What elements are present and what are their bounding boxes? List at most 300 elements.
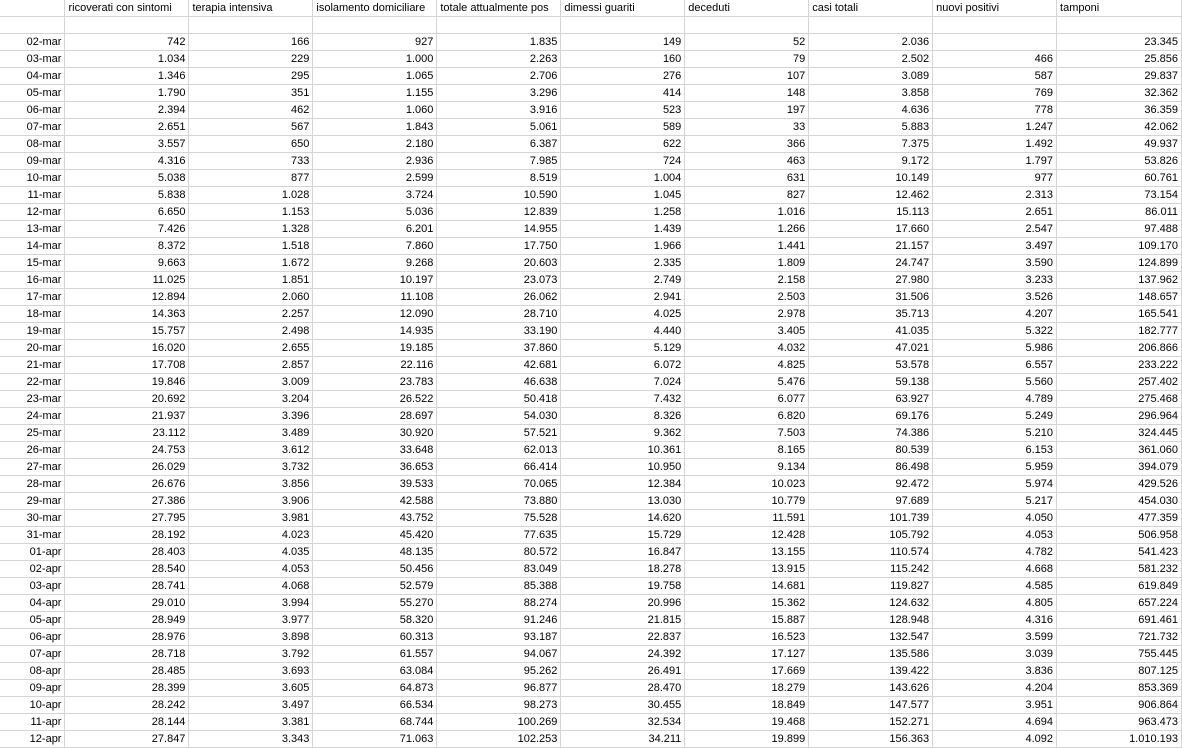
value-cell[interactable]: 361.060 [1057, 442, 1182, 459]
value-cell[interactable]: 9.268 [313, 255, 437, 272]
value-cell[interactable]: 650 [189, 136, 313, 153]
value-cell[interactable]: 721.732 [1057, 629, 1182, 646]
value-cell[interactable]: 21.157 [809, 238, 933, 255]
value-cell[interactable]: 20.996 [561, 595, 685, 612]
value-cell[interactable]: 742 [65, 34, 189, 51]
value-cell[interactable]: 4.204 [933, 680, 1057, 697]
value-cell[interactable]: 30.455 [561, 697, 685, 714]
value-cell[interactable]: 97.689 [809, 493, 933, 510]
value-cell[interactable]: 43.752 [313, 510, 437, 527]
value-cell[interactable]: 152.271 [809, 714, 933, 731]
value-cell[interactable]: 97.488 [1057, 221, 1182, 238]
value-cell[interactable]: 2.502 [809, 51, 933, 68]
value-cell[interactable]: 15.362 [685, 595, 809, 612]
value-cell[interactable]: 769 [933, 85, 1057, 102]
value-cell[interactable]: 2.313 [933, 187, 1057, 204]
value-cell[interactable]: 17.750 [437, 238, 561, 255]
value-cell[interactable]: 68.744 [313, 714, 437, 731]
value-cell[interactable]: 27.386 [65, 493, 189, 510]
value-cell[interactable]: 93.187 [437, 629, 561, 646]
value-cell[interactable]: 47.021 [809, 340, 933, 357]
value-cell[interactable]: 9.134 [685, 459, 809, 476]
value-cell[interactable]: 20.692 [65, 391, 189, 408]
value-cell[interactable]: 778 [933, 102, 1057, 119]
value-cell[interactable]: 4.636 [809, 102, 933, 119]
date-cell[interactable]: 06-apr [0, 629, 65, 646]
date-cell[interactable]: 29-mar [0, 493, 65, 510]
value-cell[interactable]: 3.497 [933, 238, 1057, 255]
value-cell[interactable]: 8.519 [437, 170, 561, 187]
value-cell[interactable]: 23.112 [65, 425, 189, 442]
value-cell[interactable]: 1.065 [313, 68, 437, 85]
value-cell[interactable]: 233.222 [1057, 357, 1182, 374]
value-cell[interactable]: 10.149 [809, 170, 933, 187]
value-cell[interactable]: 22.116 [313, 357, 437, 374]
header-cell[interactable]: ricoverati con sintomi [65, 0, 189, 17]
value-cell[interactable]: 466 [933, 51, 1057, 68]
value-cell[interactable]: 71.063 [313, 731, 437, 748]
value-cell[interactable]: 15.757 [65, 323, 189, 340]
value-cell[interactable]: 7.426 [65, 221, 189, 238]
value-cell[interactable]: 295 [189, 68, 313, 85]
value-cell[interactable]: 26.676 [65, 476, 189, 493]
value-cell[interactable]: 3.856 [189, 476, 313, 493]
date-cell[interactable]: 04-mar [0, 68, 65, 85]
value-cell[interactable]: 4.053 [933, 527, 1057, 544]
value-cell[interactable]: 1.797 [933, 153, 1057, 170]
value-cell[interactable]: 3.906 [189, 493, 313, 510]
value-cell[interactable]: 28.242 [65, 697, 189, 714]
value-cell[interactable]: 2.158 [685, 272, 809, 289]
date-cell[interactable]: 02-mar [0, 34, 65, 51]
value-cell[interactable]: 42.681 [437, 357, 561, 374]
value-cell[interactable]: 567 [189, 119, 313, 136]
value-cell[interactable]: 3.089 [809, 68, 933, 85]
value-cell[interactable]: 1.247 [933, 119, 1057, 136]
empty-cell[interactable] [189, 17, 313, 34]
value-cell[interactable]: 17.660 [809, 221, 933, 238]
value-cell[interactable]: 28.470 [561, 680, 685, 697]
value-cell[interactable]: 2.749 [561, 272, 685, 289]
value-cell[interactable]: 7.503 [685, 425, 809, 442]
value-cell[interactable]: 73.880 [437, 493, 561, 510]
value-cell[interactable]: 16.523 [685, 629, 809, 646]
value-cell[interactable]: 55.270 [313, 595, 437, 612]
header-cell[interactable]: nuovi positivi [933, 0, 1057, 17]
value-cell[interactable]: 28.697 [313, 408, 437, 425]
value-cell[interactable]: 827 [685, 187, 809, 204]
value-cell[interactable]: 10.361 [561, 442, 685, 459]
value-cell[interactable]: 28.403 [65, 544, 189, 561]
value-cell[interactable]: 24.392 [561, 646, 685, 663]
value-cell[interactable]: 91.246 [437, 612, 561, 629]
value-cell[interactable]: 132.547 [809, 629, 933, 646]
value-cell[interactable]: 143.626 [809, 680, 933, 697]
value-cell[interactable]: 21.937 [65, 408, 189, 425]
value-cell[interactable]: 18.279 [685, 680, 809, 697]
value-cell[interactable]: 2.498 [189, 323, 313, 340]
value-cell[interactable]: 32.534 [561, 714, 685, 731]
value-cell[interactable]: 1.028 [189, 187, 313, 204]
date-cell[interactable]: 11-apr [0, 714, 65, 731]
value-cell[interactable]: 197 [685, 102, 809, 119]
value-cell[interactable]: 115.242 [809, 561, 933, 578]
value-cell[interactable]: 10.779 [685, 493, 809, 510]
value-cell[interactable]: 3.898 [189, 629, 313, 646]
value-cell[interactable]: 11.591 [685, 510, 809, 527]
value-cell[interactable]: 2.655 [189, 340, 313, 357]
value-cell[interactable]: 54.030 [437, 408, 561, 425]
date-cell[interactable]: 15-mar [0, 255, 65, 272]
value-cell[interactable]: 37.860 [437, 340, 561, 357]
value-cell[interactable]: 1.966 [561, 238, 685, 255]
value-cell[interactable]: 96.877 [437, 680, 561, 697]
value-cell[interactable]: 74.386 [809, 425, 933, 442]
value-cell[interactable]: 5.061 [437, 119, 561, 136]
value-cell[interactable]: 5.249 [933, 408, 1057, 425]
value-cell[interactable]: 541.423 [1057, 544, 1182, 561]
value-cell[interactable]: 19.468 [685, 714, 809, 731]
value-cell[interactable]: 1.518 [189, 238, 313, 255]
value-cell[interactable]: 5.959 [933, 459, 1057, 476]
value-cell[interactable]: 4.805 [933, 595, 1057, 612]
value-cell[interactable]: 3.599 [933, 629, 1057, 646]
value-cell[interactable]: 6.387 [437, 136, 561, 153]
value-cell[interactable]: 5.036 [313, 204, 437, 221]
value-cell[interactable]: 5.986 [933, 340, 1057, 357]
value-cell[interactable]: 182.777 [1057, 323, 1182, 340]
date-cell[interactable]: 02-apr [0, 561, 65, 578]
value-cell[interactable]: 124.899 [1057, 255, 1182, 272]
value-cell[interactable]: 1.258 [561, 204, 685, 221]
value-cell[interactable]: 19.846 [65, 374, 189, 391]
value-cell[interactable]: 4.035 [189, 544, 313, 561]
value-cell[interactable]: 2.036 [809, 34, 933, 51]
value-cell[interactable]: 7.024 [561, 374, 685, 391]
value-cell[interactable]: 166 [189, 34, 313, 51]
value-cell[interactable]: 3.836 [933, 663, 1057, 680]
value-cell[interactable]: 906.864 [1057, 697, 1182, 714]
value-cell[interactable]: 12.384 [561, 476, 685, 493]
value-cell[interactable]: 3.724 [313, 187, 437, 204]
value-cell[interactable]: 24.747 [809, 255, 933, 272]
date-cell[interactable]: 10-mar [0, 170, 65, 187]
date-cell[interactable]: 17-mar [0, 289, 65, 306]
value-cell[interactable]: 724 [561, 153, 685, 170]
value-cell[interactable]: 149 [561, 34, 685, 51]
date-cell[interactable]: 23-mar [0, 391, 65, 408]
value-cell[interactable]: 5.476 [685, 374, 809, 391]
value-cell[interactable]: 4.032 [685, 340, 809, 357]
value-cell[interactable]: 631 [685, 170, 809, 187]
value-cell[interactable]: 26.062 [437, 289, 561, 306]
value-cell[interactable]: 28.949 [65, 612, 189, 629]
value-cell[interactable]: 50.456 [313, 561, 437, 578]
value-cell[interactable]: 3.994 [189, 595, 313, 612]
value-cell[interactable]: 27.980 [809, 272, 933, 289]
value-cell[interactable]: 31.506 [809, 289, 933, 306]
value-cell[interactable]: 3.792 [189, 646, 313, 663]
value-cell[interactable]: 1.809 [685, 255, 809, 272]
value-cell[interactable]: 27.847 [65, 731, 189, 748]
value-cell[interactable]: 5.883 [809, 119, 933, 136]
value-cell[interactable]: 75.528 [437, 510, 561, 527]
value-cell[interactable]: 506.958 [1057, 527, 1182, 544]
header-cell[interactable] [0, 0, 65, 17]
value-cell[interactable]: 3.039 [933, 646, 1057, 663]
header-cell[interactable]: terapia intensiva [189, 0, 313, 17]
value-cell[interactable]: 5.210 [933, 425, 1057, 442]
value-cell[interactable]: 733 [189, 153, 313, 170]
date-cell[interactable]: 03-mar [0, 51, 65, 68]
empty-cell[interactable] [0, 17, 65, 34]
value-cell[interactable]: 29.837 [1057, 68, 1182, 85]
date-cell[interactable]: 24-mar [0, 408, 65, 425]
value-cell[interactable] [933, 34, 1057, 51]
value-cell[interactable]: 5.560 [933, 374, 1057, 391]
value-cell[interactable]: 98.273 [437, 697, 561, 714]
date-cell[interactable]: 04-apr [0, 595, 65, 612]
value-cell[interactable]: 10.590 [437, 187, 561, 204]
value-cell[interactable]: 20.603 [437, 255, 561, 272]
value-cell[interactable]: 3.590 [933, 255, 1057, 272]
value-cell[interactable]: 36.653 [313, 459, 437, 476]
value-cell[interactable]: 32.362 [1057, 85, 1182, 102]
header-cell[interactable]: deceduti [685, 0, 809, 17]
date-cell[interactable]: 12-mar [0, 204, 65, 221]
value-cell[interactable]: 59.138 [809, 374, 933, 391]
value-cell[interactable]: 30.920 [313, 425, 437, 442]
value-cell[interactable]: 17.127 [685, 646, 809, 663]
value-cell[interactable]: 9.663 [65, 255, 189, 272]
value-cell[interactable]: 53.578 [809, 357, 933, 374]
date-cell[interactable]: 31-mar [0, 527, 65, 544]
value-cell[interactable]: 63.084 [313, 663, 437, 680]
value-cell[interactable]: 229 [189, 51, 313, 68]
empty-cell[interactable] [313, 17, 437, 34]
value-cell[interactable]: 17.669 [685, 663, 809, 680]
value-cell[interactable]: 86.498 [809, 459, 933, 476]
value-cell[interactable]: 589 [561, 119, 685, 136]
date-cell[interactable]: 08-mar [0, 136, 65, 153]
value-cell[interactable]: 18.849 [685, 697, 809, 714]
value-cell[interactable]: 64.873 [313, 680, 437, 697]
value-cell[interactable]: 25.856 [1057, 51, 1182, 68]
value-cell[interactable]: 2.706 [437, 68, 561, 85]
value-cell[interactable]: 2.978 [685, 306, 809, 323]
date-cell[interactable]: 07-apr [0, 646, 65, 663]
value-cell[interactable]: 48.135 [313, 544, 437, 561]
value-cell[interactable]: 206.866 [1057, 340, 1182, 357]
value-cell[interactable]: 3.396 [189, 408, 313, 425]
value-cell[interactable]: 7.375 [809, 136, 933, 153]
value-cell[interactable]: 1.492 [933, 136, 1057, 153]
date-cell[interactable]: 20-mar [0, 340, 65, 357]
value-cell[interactable]: 1.004 [561, 170, 685, 187]
value-cell[interactable]: 57.521 [437, 425, 561, 442]
value-cell[interactable]: 3.612 [189, 442, 313, 459]
value-cell[interactable]: 3.916 [437, 102, 561, 119]
value-cell[interactable]: 10.023 [685, 476, 809, 493]
value-cell[interactable]: 110.574 [809, 544, 933, 561]
date-cell[interactable]: 13-mar [0, 221, 65, 238]
value-cell[interactable]: 2.180 [313, 136, 437, 153]
value-cell[interactable]: 12.428 [685, 527, 809, 544]
value-cell[interactable]: 853.369 [1057, 680, 1182, 697]
value-cell[interactable]: 15.887 [685, 612, 809, 629]
value-cell[interactable]: 156.363 [809, 731, 933, 748]
value-cell[interactable]: 14.681 [685, 578, 809, 595]
value-cell[interactable]: 4.789 [933, 391, 1057, 408]
value-cell[interactable]: 5.974 [933, 476, 1057, 493]
date-cell[interactable]: 12-apr [0, 731, 65, 748]
value-cell[interactable]: 49.937 [1057, 136, 1182, 153]
value-cell[interactable]: 13.030 [561, 493, 685, 510]
value-cell[interactable]: 50.418 [437, 391, 561, 408]
value-cell[interactable]: 23.345 [1057, 34, 1182, 51]
value-cell[interactable]: 28.741 [65, 578, 189, 595]
value-cell[interactable]: 80.539 [809, 442, 933, 459]
value-cell[interactable]: 2.263 [437, 51, 561, 68]
empty-cell[interactable] [685, 17, 809, 34]
value-cell[interactable]: 4.440 [561, 323, 685, 340]
value-cell[interactable]: 4.068 [189, 578, 313, 595]
value-cell[interactable]: 33.648 [313, 442, 437, 459]
date-cell[interactable]: 18-mar [0, 306, 65, 323]
value-cell[interactable]: 52.579 [313, 578, 437, 595]
empty-cell[interactable] [65, 17, 189, 34]
value-cell[interactable]: 66.414 [437, 459, 561, 476]
date-cell[interactable]: 03-apr [0, 578, 65, 595]
value-cell[interactable]: 28.540 [65, 561, 189, 578]
value-cell[interactable]: 2.599 [313, 170, 437, 187]
date-cell[interactable]: 21-mar [0, 357, 65, 374]
value-cell[interactable]: 148.657 [1057, 289, 1182, 306]
value-cell[interactable]: 4.585 [933, 578, 1057, 595]
value-cell[interactable]: 4.092 [933, 731, 1057, 748]
value-cell[interactable]: 14.955 [437, 221, 561, 238]
value-cell[interactable]: 2.503 [685, 289, 809, 306]
date-cell[interactable]: 27-mar [0, 459, 65, 476]
value-cell[interactable]: 39.533 [313, 476, 437, 493]
value-cell[interactable]: 52 [685, 34, 809, 51]
value-cell[interactable]: 963.473 [1057, 714, 1182, 731]
value-cell[interactable]: 414 [561, 85, 685, 102]
value-cell[interactable]: 3.233 [933, 272, 1057, 289]
value-cell[interactable]: 12.462 [809, 187, 933, 204]
value-cell[interactable]: 1.155 [313, 85, 437, 102]
value-cell[interactable]: 135.586 [809, 646, 933, 663]
date-cell[interactable]: 28-mar [0, 476, 65, 493]
value-cell[interactable]: 1.016 [685, 204, 809, 221]
value-cell[interactable]: 28.485 [65, 663, 189, 680]
value-cell[interactable]: 3.204 [189, 391, 313, 408]
value-cell[interactable]: 24.753 [65, 442, 189, 459]
value-cell[interactable]: 1.346 [65, 68, 189, 85]
value-cell[interactable]: 58.320 [313, 612, 437, 629]
value-cell[interactable]: 60.313 [313, 629, 437, 646]
value-cell[interactable]: 3.605 [189, 680, 313, 697]
date-cell[interactable]: 14-mar [0, 238, 65, 255]
value-cell[interactable]: 3.557 [65, 136, 189, 153]
value-cell[interactable]: 86.011 [1057, 204, 1182, 221]
value-cell[interactable]: 3.526 [933, 289, 1057, 306]
value-cell[interactable]: 119.827 [809, 578, 933, 595]
date-cell[interactable]: 19-mar [0, 323, 65, 340]
value-cell[interactable]: 139.422 [809, 663, 933, 680]
header-cell[interactable]: tamponi [1057, 0, 1182, 17]
value-cell[interactable]: 7.432 [561, 391, 685, 408]
value-cell[interactable]: 394.079 [1057, 459, 1182, 476]
value-cell[interactable]: 60.761 [1057, 170, 1182, 187]
value-cell[interactable]: 36.359 [1057, 102, 1182, 119]
value-cell[interactable]: 4.023 [189, 527, 313, 544]
value-cell[interactable]: 587 [933, 68, 1057, 85]
value-cell[interactable]: 101.739 [809, 510, 933, 527]
value-cell[interactable]: 73.154 [1057, 187, 1182, 204]
value-cell[interactable]: 366 [685, 136, 809, 153]
value-cell[interactable]: 45.420 [313, 527, 437, 544]
value-cell[interactable]: 622 [561, 136, 685, 153]
value-cell[interactable]: 33.190 [437, 323, 561, 340]
value-cell[interactable]: 619.849 [1057, 578, 1182, 595]
date-cell[interactable]: 22-mar [0, 374, 65, 391]
value-cell[interactable]: 2.936 [313, 153, 437, 170]
value-cell[interactable]: 21.815 [561, 612, 685, 629]
value-cell[interactable]: 107 [685, 68, 809, 85]
value-cell[interactable]: 324.445 [1057, 425, 1182, 442]
value-cell[interactable]: 3.405 [685, 323, 809, 340]
value-cell[interactable]: 2.394 [65, 102, 189, 119]
value-cell[interactable]: 5.129 [561, 340, 685, 357]
value-cell[interactable]: 165.541 [1057, 306, 1182, 323]
value-cell[interactable]: 6.650 [65, 204, 189, 221]
value-cell[interactable]: 17.708 [65, 357, 189, 374]
value-cell[interactable]: 2.941 [561, 289, 685, 306]
value-cell[interactable]: 53.826 [1057, 153, 1182, 170]
value-cell[interactable]: 4.316 [65, 153, 189, 170]
value-cell[interactable]: 66.534 [313, 697, 437, 714]
date-cell[interactable]: 30-mar [0, 510, 65, 527]
value-cell[interactable]: 7.985 [437, 153, 561, 170]
value-cell[interactable]: 8.372 [65, 238, 189, 255]
value-cell[interactable]: 276 [561, 68, 685, 85]
value-cell[interactable]: 1.034 [65, 51, 189, 68]
date-cell[interactable]: 06-mar [0, 102, 65, 119]
value-cell[interactable]: 10.197 [313, 272, 437, 289]
value-cell[interactable]: 6.201 [313, 221, 437, 238]
value-cell[interactable]: 4.694 [933, 714, 1057, 731]
value-cell[interactable]: 2.257 [189, 306, 313, 323]
value-cell[interactable]: 2.651 [933, 204, 1057, 221]
value-cell[interactable]: 12.090 [313, 306, 437, 323]
value-cell[interactable]: 6.153 [933, 442, 1057, 459]
value-cell[interactable]: 9.172 [809, 153, 933, 170]
value-cell[interactable]: 3.732 [189, 459, 313, 476]
date-cell[interactable]: 25-mar [0, 425, 65, 442]
header-cell[interactable]: casi totali [809, 0, 933, 17]
value-cell[interactable]: 88.274 [437, 595, 561, 612]
value-cell[interactable]: 92.472 [809, 476, 933, 493]
value-cell[interactable]: 2.060 [189, 289, 313, 306]
value-cell[interactable]: 3.497 [189, 697, 313, 714]
value-cell[interactable]: 26.029 [65, 459, 189, 476]
value-cell[interactable]: 19.758 [561, 578, 685, 595]
value-cell[interactable]: 147.577 [809, 697, 933, 714]
value-cell[interactable]: 296.964 [1057, 408, 1182, 425]
date-cell[interactable]: 26-mar [0, 442, 65, 459]
value-cell[interactable]: 581.232 [1057, 561, 1182, 578]
